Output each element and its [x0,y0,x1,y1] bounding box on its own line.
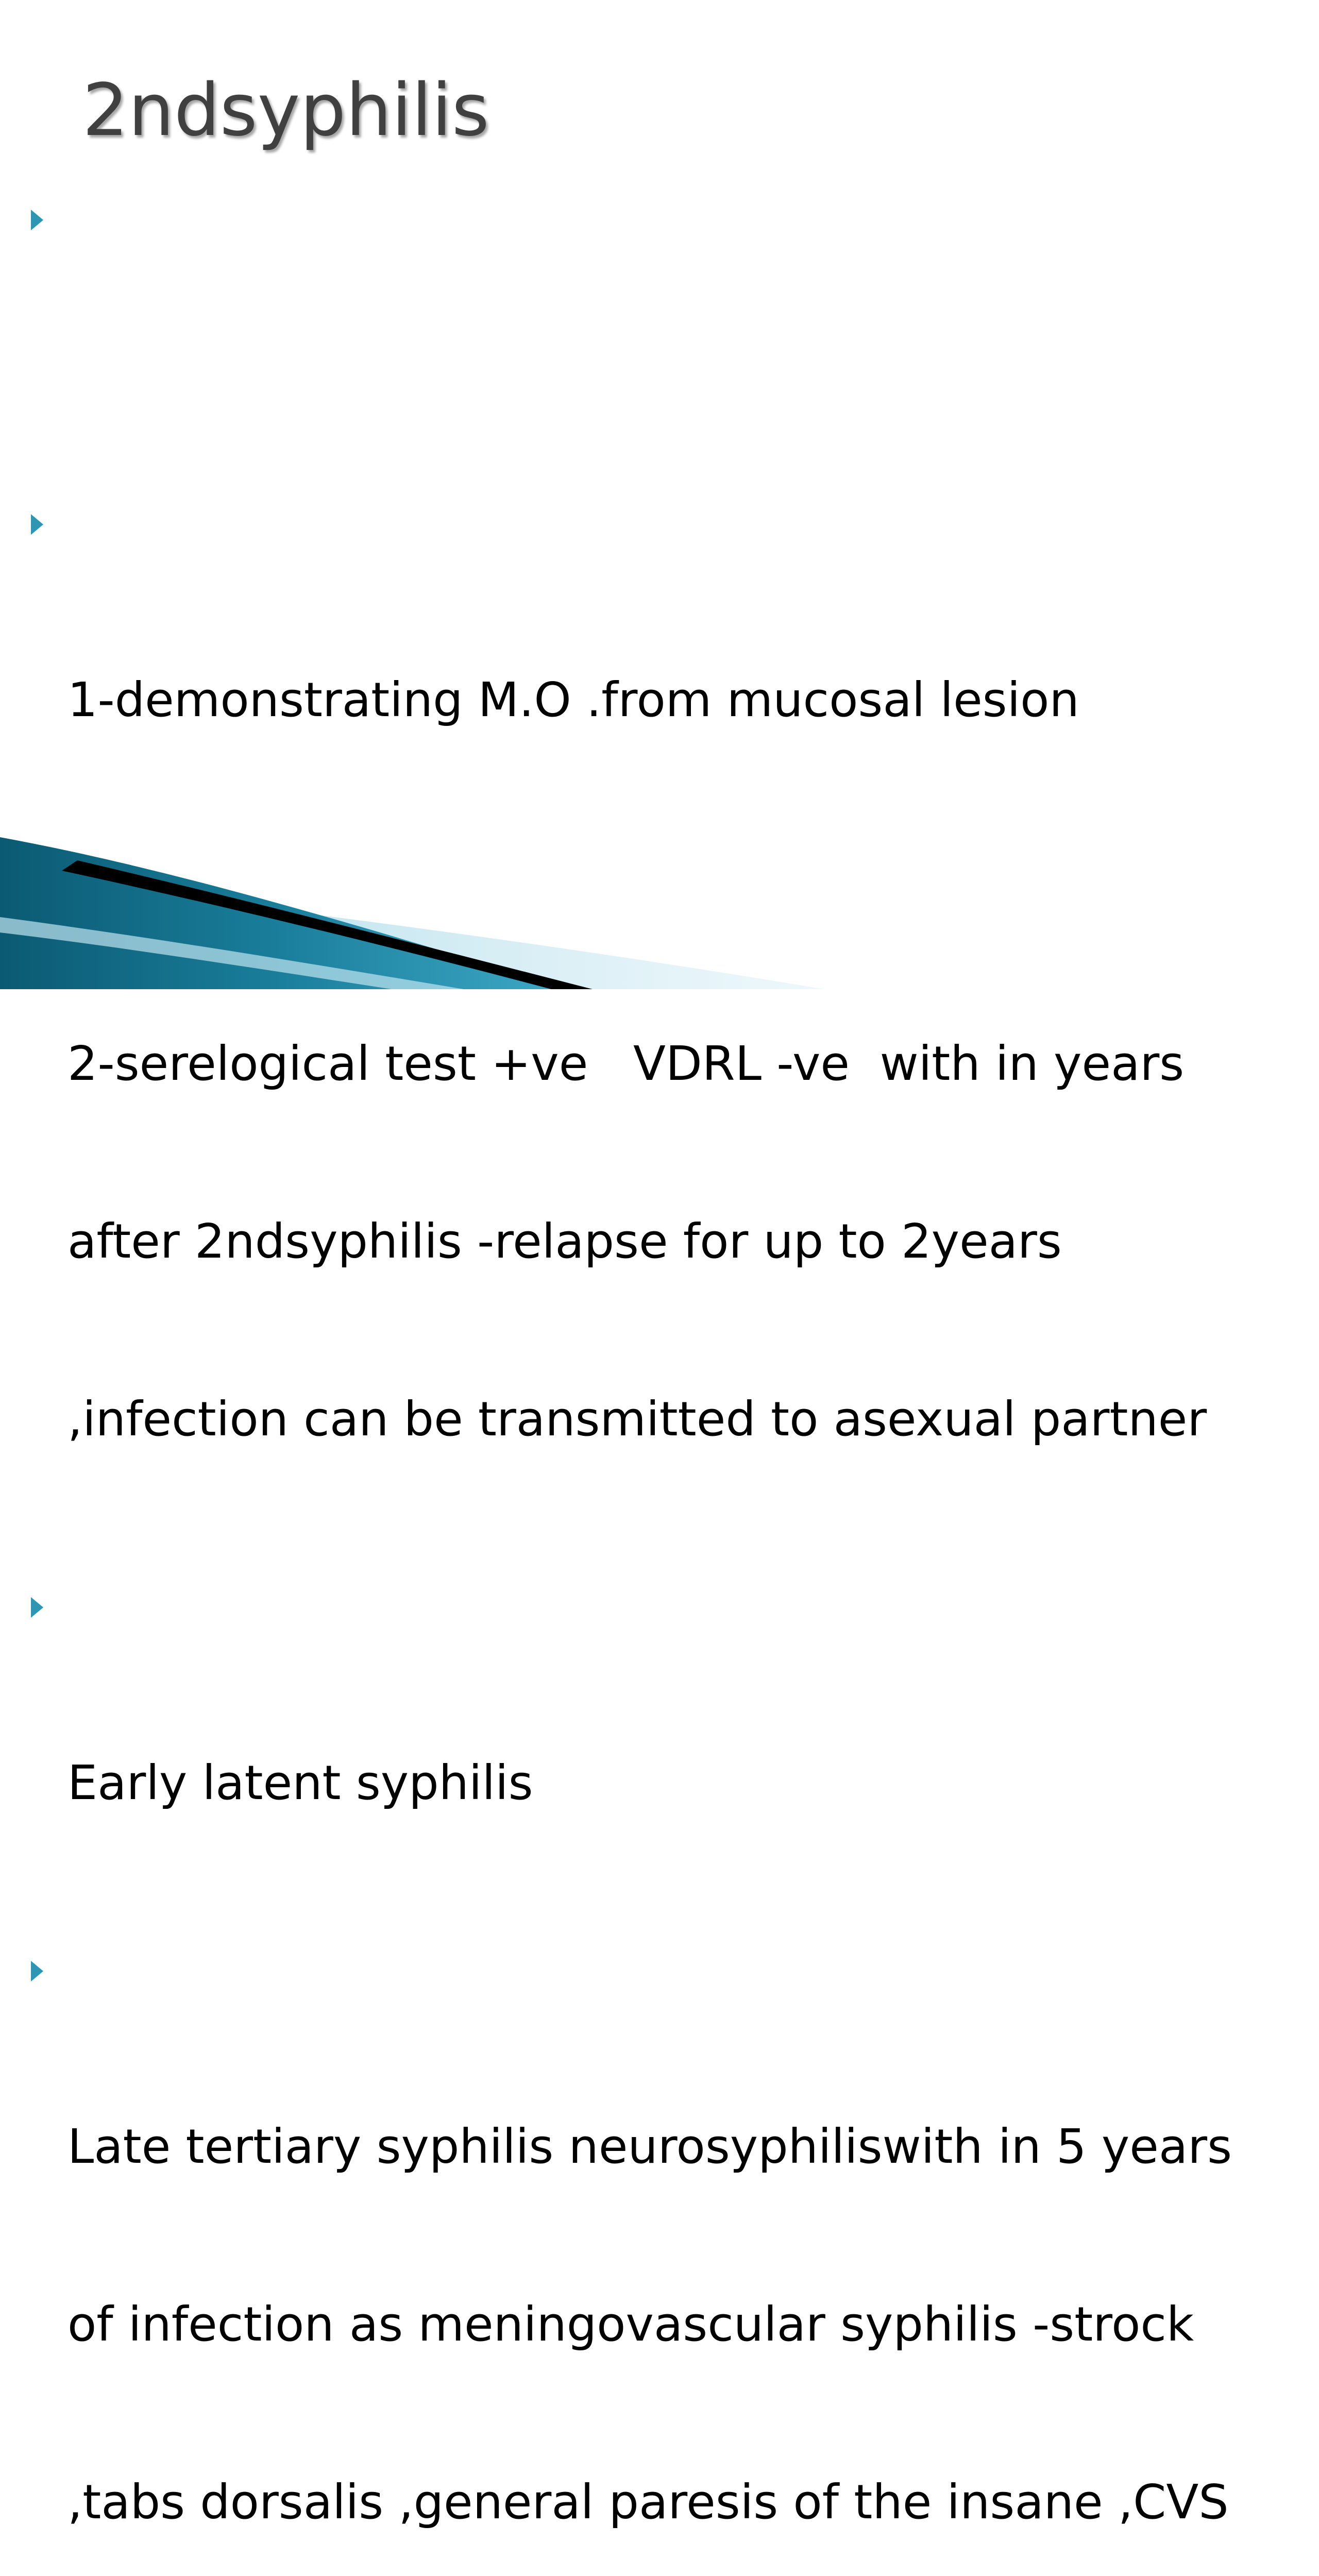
bullet-text-line: ,infection can be transmitted to asexual partner [67,1392,1207,1447]
bullet-item-serological [0,856,1319,1567]
bullet-arrow-icon [31,514,43,535]
bullet-arrow-icon [31,210,43,230]
bullet-item-empty [0,188,1319,484]
bullet-item-demonstrating [0,493,1319,848]
bullet-text-line: ,tabs dorsalis ,general paresis of the insane ,CVS [67,2475,1229,2530]
bullet-list [0,188,1319,2576]
slide-title: 2ndsyphilis [82,69,489,152]
bullet-arrow-icon [31,1597,43,1618]
bullet-text-line: after 2ndsyphilis -relapse for up to 2years [67,1214,1062,1269]
bullet-item-early-latent [0,1575,1319,1931]
bullet-arrow-icon [31,878,43,899]
bullet-text-line: 2-serelogical test +ve VDRL -ve with in years [67,1036,1185,1091]
bullet-text-line: Late tertiary syphilis neurosyphiliswith in 5 years [67,2119,1232,2174]
bullet-arrow-icon [31,1961,43,1981]
bullet-item-late-tertiary [0,1939,1319,2576]
bullet-text: 1-demonstrating M.O .from mucosal lesion [67,672,1079,727]
bullet-text: Early latent syphilis [67,1755,533,1810]
bullet-text-line: of infection as meningovascular syphilis -strock [67,2297,1194,2352]
